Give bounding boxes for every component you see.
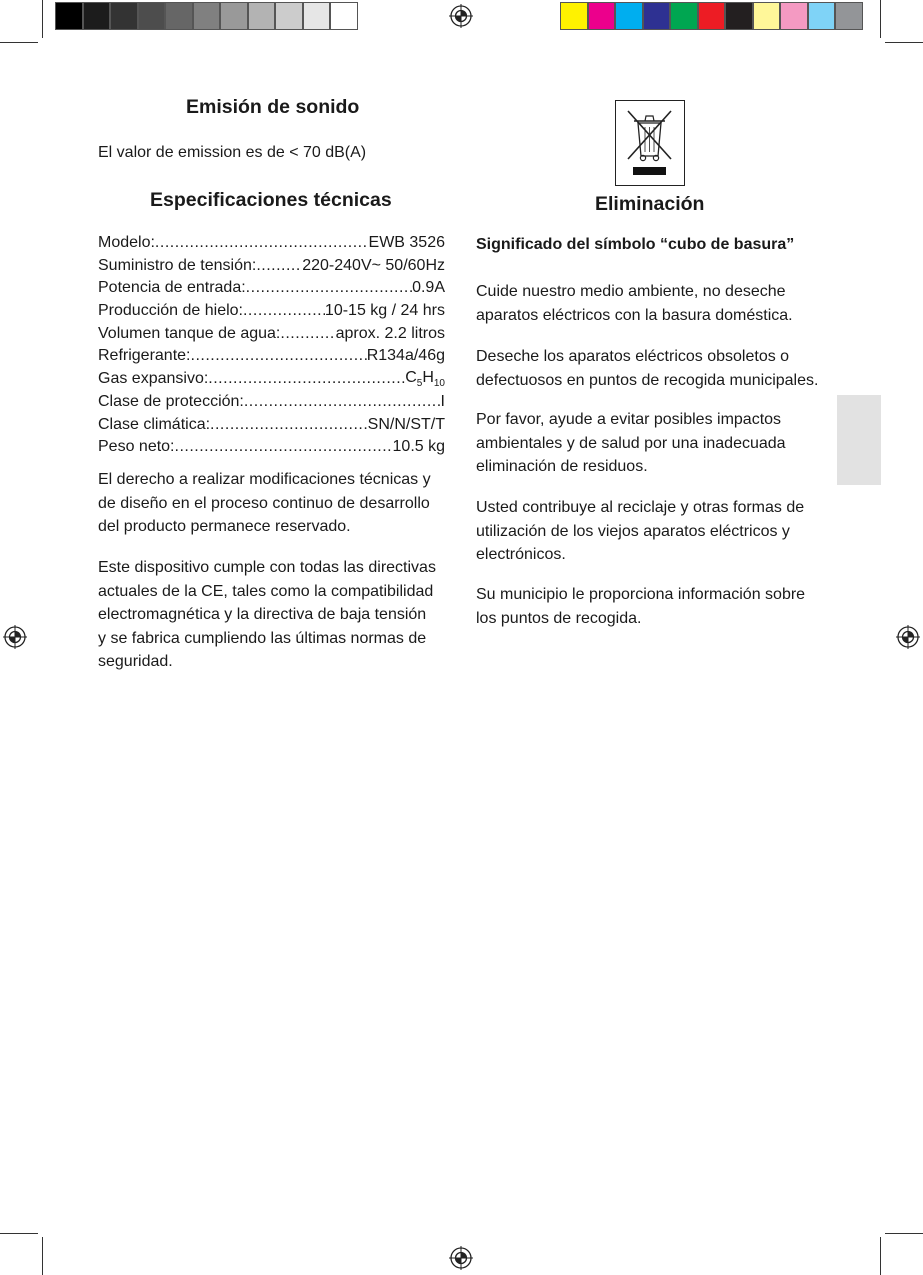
spec-leader-dots (155, 232, 369, 255)
registration-target-icon (3, 625, 27, 649)
gray-swatch (220, 2, 248, 30)
spec-row (98, 368, 445, 391)
registration-target-icon (896, 625, 920, 649)
crop-mark (885, 42, 923, 43)
gray-swatch (138, 2, 166, 30)
spec-value: 10-15 kg / 24 hrs (324, 302, 445, 320)
grayscale-color-bar (55, 2, 358, 30)
gray-swatch (275, 2, 303, 30)
spec-leader-dots (208, 368, 405, 391)
spec-leader-dots (256, 255, 302, 278)
spec-value: aprox. 2.2 litros (335, 324, 445, 342)
spec-row (98, 414, 445, 437)
spec-row (98, 436, 445, 459)
spec-label: Clase de protección: (98, 392, 244, 410)
spec-leader-dots (246, 277, 412, 300)
spec-row (98, 232, 445, 255)
ce-compliance-notice: Este dispositivo cumple con todas las directivas actuales de la CE, tales como la compatibilidad electromagnética y la directiva de baja tensión y se fabrica cumpliendo las últimas normas de seguridad. (98, 559, 436, 670)
spec-value: 220-240V~ 50/60Hz (302, 256, 445, 274)
spec-label: Volumen tanque de agua: (98, 324, 281, 342)
spec-value: EWB 3526 (368, 234, 445, 251)
gray-swatch (193, 2, 221, 30)
spec-leader-dots (244, 391, 441, 414)
spec-label: Gas expansivo: (98, 370, 209, 388)
spec-label: Producción de hielo: (98, 302, 243, 320)
spec-leader-dots (175, 436, 393, 459)
gray-swatch (55, 2, 83, 30)
disposal-paragraph: Cuide nuestro medio ambiente, no deseche aparatos eléctricos con la basura doméstica. (476, 283, 793, 324)
disposal-heading: Eliminación (595, 193, 705, 215)
color-swatch (835, 2, 863, 30)
gray-swatch (303, 2, 331, 30)
color-swatch (808, 2, 836, 30)
process-color-bar (560, 2, 863, 30)
spec-label: Suministro de tensión: (98, 256, 257, 274)
crop-mark (880, 0, 881, 38)
registration-target-icon (449, 4, 473, 28)
color-swatch (588, 2, 616, 30)
bin-symbol-subheading: Significado del símbolo “cubo de basura” (476, 236, 795, 253)
gray-swatch (83, 2, 111, 30)
gray-swatch (165, 2, 193, 30)
spec-row (98, 277, 445, 300)
spec-leader-dots (243, 300, 325, 323)
spec-value: $C_5H_{10}$ (405, 369, 445, 390)
registration-target-icon (449, 1246, 473, 1270)
crop-mark (880, 1237, 881, 1275)
color-swatch (698, 2, 726, 30)
crop-mark (0, 42, 38, 43)
sound-emission-heading: Emisión de sonido (186, 96, 360, 118)
crop-mark (42, 0, 43, 38)
spec-label: Modelo: (98, 234, 155, 251)
spec-leader-dots (210, 414, 368, 437)
color-swatch (615, 2, 643, 30)
disposal-paragraph: Por favor, ayude a evitar posibles impactos ambientales y de salud por una inadecuada eliminación de residuos. (476, 411, 786, 475)
color-swatch (780, 2, 808, 30)
gray-swatch (110, 2, 138, 30)
spec-leader-dots (191, 345, 367, 368)
spec-value: SN/N/ST/T (367, 415, 445, 433)
spec-label: Potencia de entrada: (98, 279, 246, 297)
spec-row (98, 391, 445, 414)
spec-row (98, 345, 445, 368)
crop-mark (42, 1237, 43, 1275)
color-swatch (753, 2, 781, 30)
crop-mark (0, 1233, 38, 1234)
spec-value: 10.5 kg (392, 438, 445, 456)
spec-value: I (440, 392, 445, 410)
color-swatch (643, 2, 671, 30)
color-swatch (560, 2, 588, 30)
spec-value: 0.9A (412, 279, 445, 297)
gray-swatch (330, 2, 358, 30)
gray-swatch (248, 2, 276, 30)
spec-label: Refrigerante: (98, 347, 191, 365)
spec-label: Clase climática: (98, 415, 211, 433)
spec-row (98, 255, 445, 278)
spec-list (98, 232, 445, 459)
spec-label: Peso neto: (98, 438, 175, 456)
spec-row (98, 323, 445, 346)
section-tab (837, 395, 881, 485)
disposal-paragraph: Su municipio le proporciona información sobre los puntos de recogida. (476, 586, 806, 627)
modification-notice: El derecho a realizar modificaciones técnicas y de diseño en el proceso continuo de desarrollo del producto permanece reservado. (98, 471, 431, 535)
spec-leader-dots (280, 323, 335, 346)
disposal-paragraph: Usted contribuye al reciclaje y otras formas de utilización de los viejos aparatos eléctricos y electrónicos. (476, 499, 805, 563)
crossed-out-wheelie-bin-icon (615, 100, 685, 186)
specs-heading: Especificaciones técnicas (150, 189, 392, 211)
color-swatch (725, 2, 753, 30)
color-swatch (670, 2, 698, 30)
spec-value: R134a/46g (366, 347, 445, 365)
sound-emission-text: El valor de emission es de < 70 dB(A) (98, 144, 367, 161)
crop-mark (885, 1233, 923, 1234)
spec-row (98, 300, 445, 323)
disposal-paragraph: Deseche los aparatos eléctricos obsoletos o defectuosos en puntos de recogida municipales. (476, 348, 819, 389)
